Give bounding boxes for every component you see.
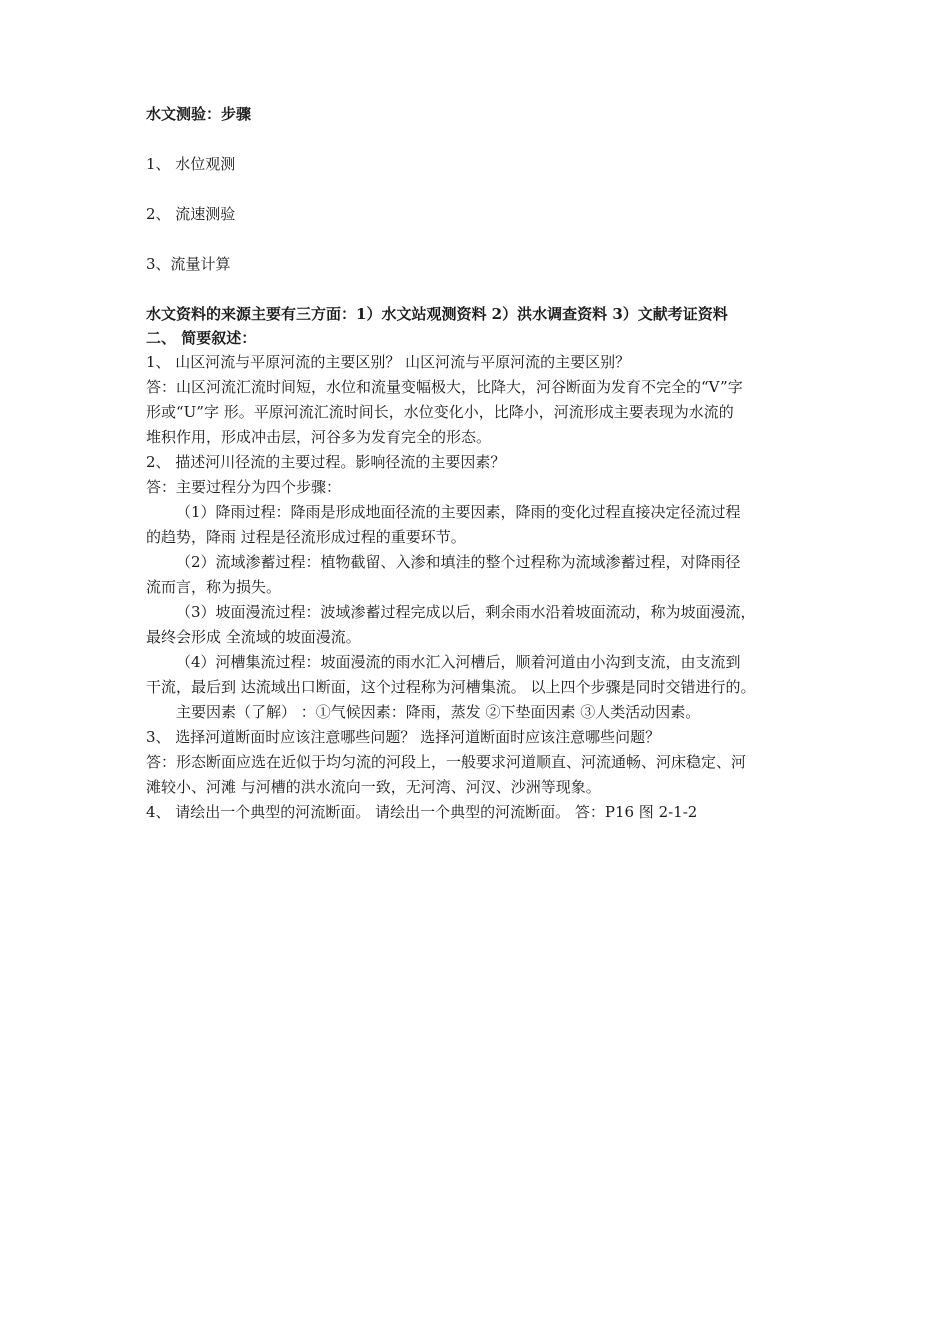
question-4: 4、 请绘出一个典型的河流断面。 请绘出一个典型的河流断面。 答：P16 图 2-1-2 — [146, 803, 698, 821]
answer-line: （2）流域渗蓄过程：植物截留、入渗和填洼的整个过程称为流域渗蓄过程，对降雨径 — [176, 553, 741, 571]
answer-line: 流而言，称为损失。 — [146, 578, 282, 596]
step-item: 2、 流速测验 — [146, 205, 236, 223]
answer-line: （4）河槽集流过程：坡面漫流的雨水汇入河槽后，顺着河道由小沟到支流，由支流到 — [176, 653, 741, 671]
answer-line: 答：山区河流汇流时间短，水位和流量变幅极大，比降大，河谷断面为发育不完全的“V”字 — [146, 378, 743, 396]
step-item: 3、流量计算 — [146, 255, 231, 273]
question-2: 2、 描述河川径流的主要过程。影响径流的主要因素？ — [146, 453, 506, 471]
answer-line: 堆积作用，形成冲击层，河谷多为发育完全的形态。 — [146, 428, 492, 446]
answer-line: （1）降雨过程：降雨是形成地面径流的主要因素，降雨的变化过程直接决定径流过程 — [176, 503, 741, 521]
answer-line: 滩较小、河滩 与河槽的洪水流向一致，无河湾、河汊、沙洲等现象。 — [146, 778, 601, 796]
step-item: 1、 水位观测 — [146, 155, 236, 173]
section-heading-hydrometry: 水文测验：步骤 — [146, 105, 252, 123]
question-3: 3、 选择河道断面时应该注意哪些问题？ 选择河道断面时应该注意哪些问题？ — [146, 728, 661, 746]
answer-line: 形或“U”字 形。平原河流汇流时间长，水位变化小，比降小，河流形成主要表现为水流的 — [146, 403, 734, 421]
answer-line: 的趋势，降雨 过程是径流形成过程的重要环节。 — [146, 528, 466, 546]
answer-line: 答：形态断面应选在近似于均匀流的河段上，一般要求河道顺直、河流通畅、河床稳定、河 — [146, 753, 747, 771]
answer-line: 答：主要过程分为四个步骤： — [146, 478, 342, 496]
answer-line: 最终会形成 全流域的坡面漫流。 — [146, 628, 361, 646]
question-1: 1、 山区河流与平原河流的主要区别？ 山区河流与平原河流的主要区别？ — [146, 353, 631, 371]
answer-line: （3）坡面漫流过程：波域渗蓄过程完成以后，剩余雨水沿着坡面流动，称为坡面漫流， — [176, 603, 756, 621]
answer-line: 干流，最后到 达流域出口断面，这个过程称为河槽集流。 以上四个步骤是同时交错进行的。 — [146, 678, 756, 696]
sources-heading: 水文资料的来源主要有三方面：1）水文站观测资料 2）洪水调查资料 3）文献考证资料 — [146, 305, 728, 323]
answer-line: 主要因素（了解） ：①气候因素：降雨，蒸发 ②下垫面因素 ③人类活动因素。 — [176, 703, 701, 721]
section2-heading: 二、 简要叙述： — [146, 329, 257, 347]
